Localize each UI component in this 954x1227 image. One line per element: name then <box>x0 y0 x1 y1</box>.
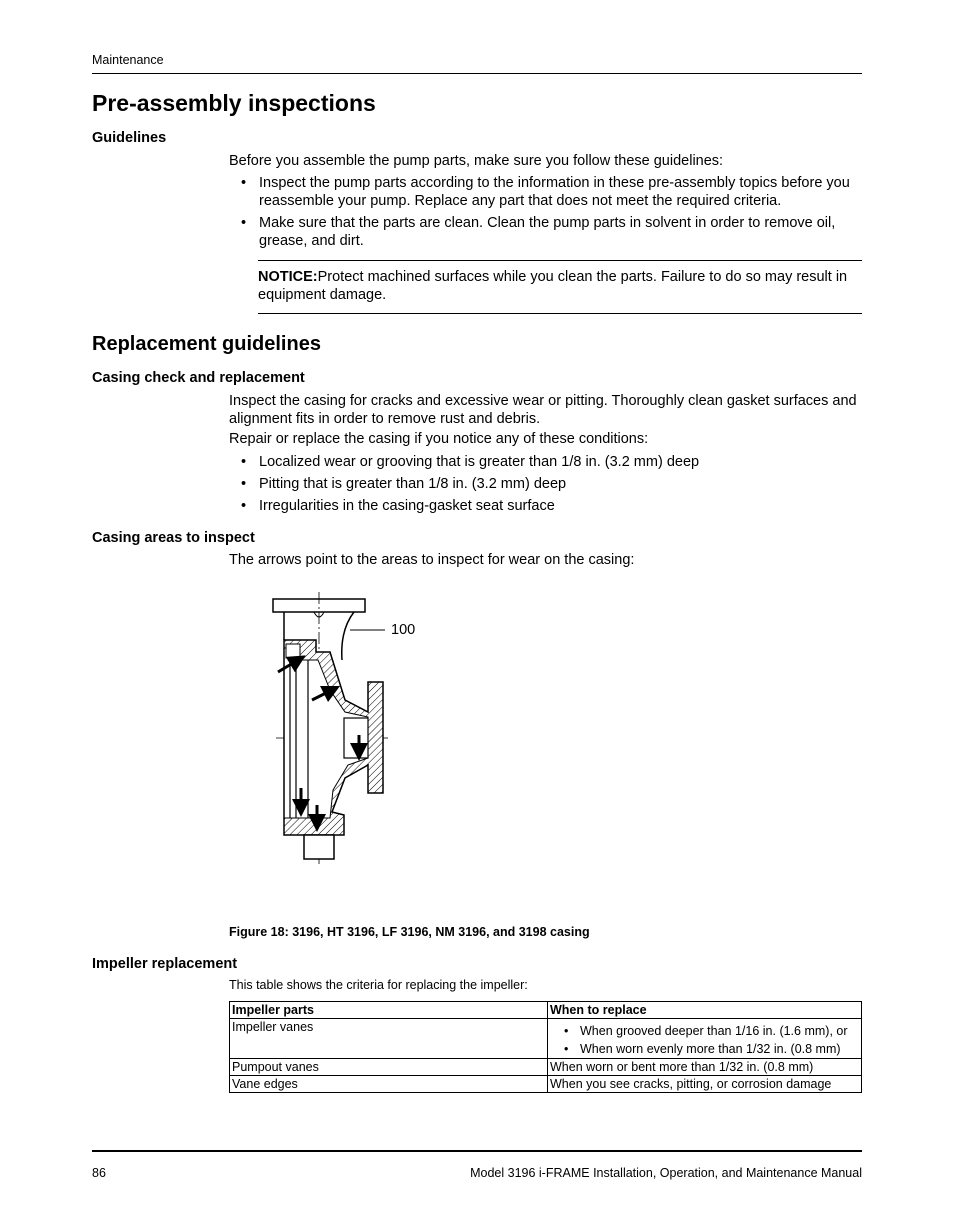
list-item: • Irregularities in the casing-gasket seat surface <box>229 497 862 515</box>
table-cell-part: Vane edges <box>230 1076 548 1093</box>
table-cell-criteria: When you see cracks, pitting, or corrosion damage <box>548 1076 862 1093</box>
table-row <box>230 1059 862 1076</box>
impeller-intro: This table shows the criteria for replacing the impeller: <box>229 978 528 992</box>
heading-casing-check: Casing check and replacement <box>92 370 305 386</box>
guidelines-intro: Before you assemble the pump parts, make sure you follow these guidelines: <box>229 153 724 169</box>
heading-impeller-replacement: Impeller replacement <box>92 956 238 972</box>
running-header: Maintenance <box>92 53 164 67</box>
section-title-pre-assembly: Pre-assembly inspections <box>92 90 376 116</box>
figure-callout-100: 100 <box>391 622 416 638</box>
list-item: • Make sure that the parts are clean. Clean the pump parts in solvent in order to remove oil, grease, and dirt. <box>229 214 862 250</box>
list-item: • Pitting that is greater than 1/8 in. (3.2 mm) deep <box>229 475 862 493</box>
notice-label: NOTICE: <box>258 269 318 285</box>
list-item: • When grooved deeper than 1/16 in. (1.6 mm), or <box>550 1024 859 1038</box>
table-row <box>230 1076 862 1093</box>
notice-text: NOTICE:Protect machined surfaces while you clean the parts. Failure to do so may result in equipment damage. <box>258 269 848 303</box>
page-number: 86 <box>92 1166 106 1180</box>
heading-guidelines: Guidelines <box>92 130 167 146</box>
casing-paragraph-2: Repair or replace the casing if you notice any of these conditions: <box>229 431 649 447</box>
section-title-replacement: Replacement guidelines <box>92 333 321 355</box>
casing-areas-text: The arrows point to the areas to inspect for wear on the casing: <box>229 552 635 568</box>
figure-caption: Figure 18: 3196, HT 3196, LF 3196, NM 3196, and 3198 casing <box>229 925 590 939</box>
manual-title: Model 3196 i-FRAME Installation, Operation, and Maintenance Manual <box>470 1166 862 1180</box>
criteria-list <box>550 1024 859 1056</box>
table-cell-criteria <box>548 1019 862 1059</box>
casing-conditions-list <box>229 453 862 515</box>
impeller-criteria-table <box>229 1001 862 1093</box>
list-item: • Inspect the pump parts according to the information in these pre-assembly topics before you reassemble your pump. Replace any part that does not meet the required criteria. <box>229 174 862 210</box>
table-cell-criteria: When worn or bent more than 1/32 in. (0.8 mm) <box>548 1059 862 1076</box>
heading-casing-areas: Casing areas to inspect <box>92 530 255 546</box>
casing-cross-section-figure <box>260 588 460 868</box>
table-header-row <box>230 1002 862 1019</box>
table-cell-part: Impeller vanes <box>230 1019 548 1059</box>
header-rule <box>92 73 862 74</box>
footer-rule <box>92 1150 862 1152</box>
guidelines-list <box>229 174 862 250</box>
column-header-impeller-parts: Impeller parts <box>230 1002 548 1019</box>
column-header-when-to-replace: When to replace <box>548 1002 862 1019</box>
notice-box <box>258 260 862 314</box>
table-row <box>230 1019 862 1059</box>
table-cell-part: Pumpout vanes <box>230 1059 548 1076</box>
list-item: • Localized wear or grooving that is greater than 1/8 in. (3.2 mm) deep <box>229 453 862 471</box>
casing-paragraph-1: Inspect the casing for cracks and excessive wear or pitting. Thoroughly clean gasket surfaces and alignment fits in order to remove rust and debris. <box>229 393 857 427</box>
list-item: • When worn evenly more than 1/32 in. (0.8 mm) <box>550 1042 859 1056</box>
